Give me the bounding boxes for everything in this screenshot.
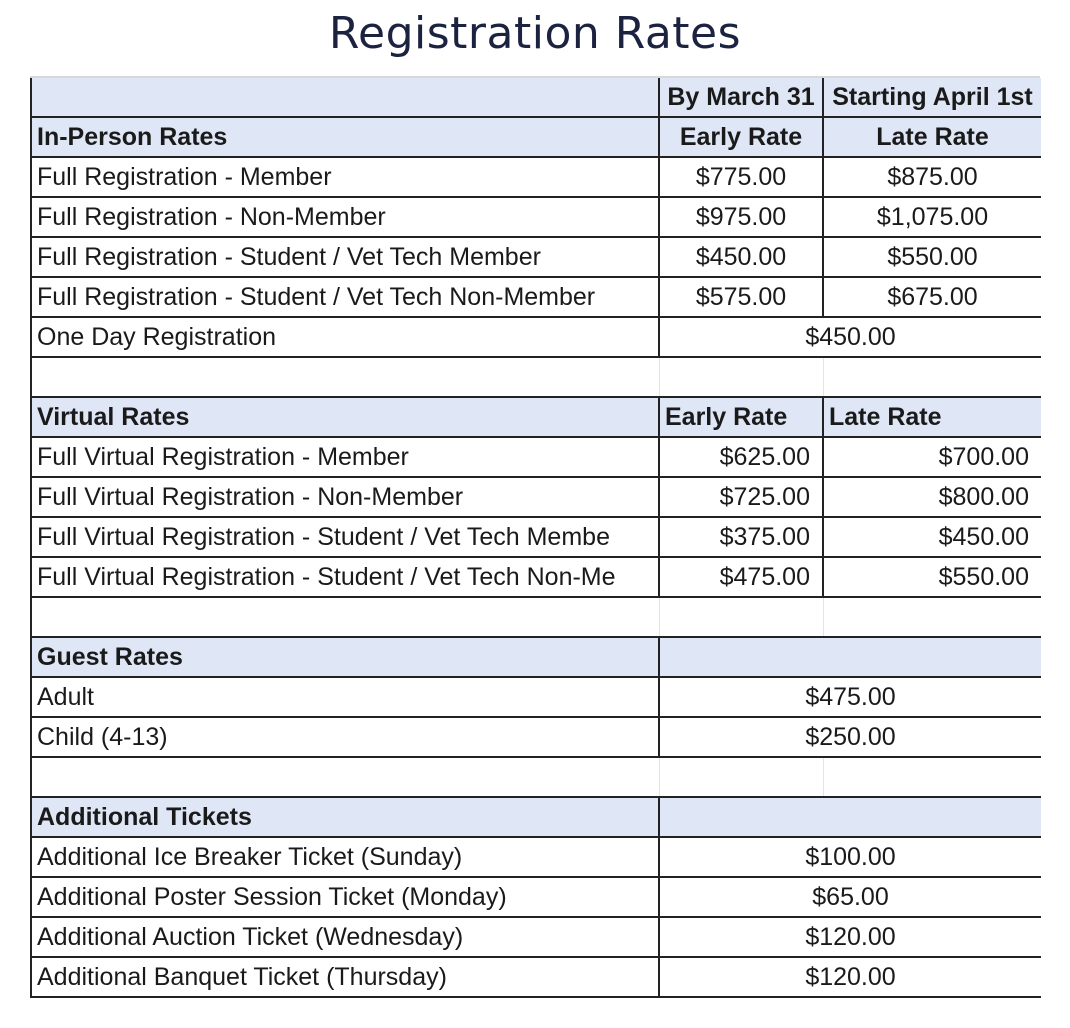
spacer-cell xyxy=(823,597,1041,637)
in-person-late-label: Late Rate xyxy=(823,117,1041,157)
late-price: $800.00 xyxy=(823,477,1041,517)
late-price: $675.00 xyxy=(823,277,1041,317)
blank-header-cell xyxy=(31,78,659,117)
date-header-row xyxy=(31,78,1041,117)
additional-header-blank xyxy=(659,797,1041,837)
early-price: $975.00 xyxy=(659,197,823,237)
rate-name: One Day Registration xyxy=(31,317,659,357)
spacer-cell xyxy=(31,357,659,397)
table-row xyxy=(31,717,1041,757)
rate-name: Full Virtual Registration - Student / Vet Tech Non-Me xyxy=(31,557,659,597)
table-row xyxy=(31,157,1041,197)
virtual-late-label: Late Rate xyxy=(823,397,1041,437)
rates-sheet xyxy=(30,76,1040,998)
virtual-section-title: Virtual Rates xyxy=(31,397,659,437)
in-person-header-row xyxy=(31,117,1041,157)
guest-header-row xyxy=(31,637,1041,677)
rate-name: Additional Poster Session Ticket (Monday) xyxy=(31,877,659,917)
rate-name: Additional Ice Breaker Ticket (Sunday) xyxy=(31,837,659,877)
table-row xyxy=(31,677,1041,717)
table-row xyxy=(31,557,1041,597)
late-price: $450.00 xyxy=(823,517,1041,557)
late-price: $875.00 xyxy=(823,157,1041,197)
rate-name: Full Virtual Registration - Student / Vet Tech Membe xyxy=(31,517,659,557)
table-row xyxy=(31,477,1041,517)
rate-name: Adult xyxy=(31,677,659,717)
rate-name: Full Virtual Registration - Member xyxy=(31,437,659,477)
table-row xyxy=(31,517,1041,557)
rate-name: Child (4-13) xyxy=(31,717,659,757)
spacer-row xyxy=(31,597,1041,637)
early-price: $625.00 xyxy=(659,437,823,477)
early-price: $375.00 xyxy=(659,517,823,557)
guest-price: $250.00 xyxy=(659,717,1041,757)
spacer-row xyxy=(31,357,1041,397)
table-row xyxy=(31,957,1041,997)
ticket-price: $120.00 xyxy=(659,917,1041,957)
early-price: $775.00 xyxy=(659,157,823,197)
additional-section-title: Additional Tickets xyxy=(31,797,659,837)
page-title: Registration Rates xyxy=(328,8,742,59)
table-row xyxy=(31,437,1041,477)
table-row xyxy=(31,837,1041,877)
virtual-early-label: Early Rate xyxy=(659,397,823,437)
one-day-price: $450.00 xyxy=(659,317,1041,357)
late-date-header: Starting April 1st xyxy=(823,78,1041,117)
table-row xyxy=(31,877,1041,917)
rate-name: Additional Banquet Ticket (Thursday) xyxy=(31,957,659,997)
rate-name: Additional Auction Ticket (Wednesday) xyxy=(31,917,659,957)
rates-table xyxy=(30,78,1041,998)
spacer-cell xyxy=(823,357,1041,397)
table-row xyxy=(31,197,1041,237)
late-price: $1,075.00 xyxy=(823,197,1041,237)
spacer-row xyxy=(31,757,1041,797)
rate-name: Full Registration - Student / Vet Tech Non-Member xyxy=(31,277,659,317)
early-price: $475.00 xyxy=(659,557,823,597)
table-row xyxy=(31,277,1041,317)
late-price: $700.00 xyxy=(823,437,1041,477)
virtual-header-row xyxy=(31,397,1041,437)
ticket-price: $65.00 xyxy=(659,877,1041,917)
rate-name: Full Virtual Registration - Non-Member xyxy=(31,477,659,517)
spacer-cell xyxy=(659,597,823,637)
table-row xyxy=(31,237,1041,277)
rate-name: Full Registration - Non-Member xyxy=(31,197,659,237)
table-row xyxy=(31,317,1041,357)
late-price: $550.00 xyxy=(823,237,1041,277)
spacer-cell xyxy=(659,757,823,797)
ticket-price: $100.00 xyxy=(659,837,1041,877)
guest-section-title: Guest Rates xyxy=(31,637,659,677)
in-person-early-label: Early Rate xyxy=(659,117,823,157)
early-price: $575.00 xyxy=(659,277,823,317)
guest-header-blank xyxy=(659,637,1041,677)
early-date-header: By March 31 xyxy=(659,78,823,117)
late-price: $550.00 xyxy=(823,557,1041,597)
guest-price: $475.00 xyxy=(659,677,1041,717)
early-price: $450.00 xyxy=(659,237,823,277)
spacer-cell xyxy=(823,757,1041,797)
rate-name: Full Registration - Member xyxy=(31,157,659,197)
ticket-price: $120.00 xyxy=(659,957,1041,997)
additional-header-row xyxy=(31,797,1041,837)
in-person-section-title: In-Person Rates xyxy=(31,117,659,157)
spacer-cell xyxy=(31,597,659,637)
early-price: $725.00 xyxy=(659,477,823,517)
spacer-cell xyxy=(659,357,823,397)
spacer-cell xyxy=(31,757,659,797)
table-row xyxy=(31,917,1041,957)
rate-name: Full Registration - Student / Vet Tech Member xyxy=(31,237,659,277)
